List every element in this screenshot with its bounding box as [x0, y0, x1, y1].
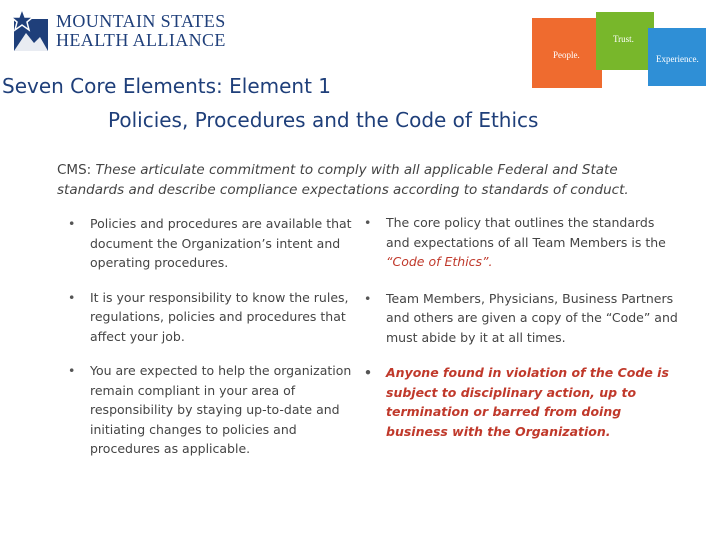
logo-line-1: MOUNTAIN STATES: [56, 11, 226, 31]
brand-square-trust: [596, 12, 654, 70]
code-of-ethics-highlight: “Code of Ethics”.: [386, 254, 493, 269]
brand-square-experience: [648, 28, 706, 86]
brand-square-people: [532, 18, 602, 88]
brand-square-label: Trust.: [613, 34, 634, 44]
left-bullet-list: [66, 214, 356, 459]
list-item: • Policies and procedures are available that document the Organization’s intent and operating procedures.: [66, 214, 356, 273]
list-item: • It is your responsibility to know the rules, regulations, policies and procedures that affect your job.: [66, 288, 356, 347]
intro-paragraph: [57, 160, 677, 200]
right-bullet-list: [362, 214, 680, 441]
star-mountain-logo-icon: [10, 9, 50, 53]
logo-line-2: HEALTH ALLIANCE: [56, 30, 226, 50]
brand-square-label: People.: [553, 50, 580, 60]
slide-title: Seven Core Elements: Element 1: [2, 74, 332, 98]
logo-text: [56, 12, 226, 50]
slide-subtitle: Policies, Procedures and the Code of Ethics: [108, 108, 539, 132]
list-item: [362, 213, 680, 272]
logo: [10, 8, 226, 54]
list-item-warning: • Anyone found in violation of the Code is subject to disciplinary action, up to termination or barred from doing business with the Organization.: [362, 363, 680, 441]
list-item: • Team Members, Physicians, Business Partners and others are given a copy of the “Code” and must abide by it at all times.: [362, 289, 680, 348]
list-item-text: The core policy that outlines the standards and expectations of all Team Members is the: [386, 215, 666, 250]
list-item: • You are expected to help the organization remain compliant in your area of responsibility by staying up-to-date and initiating changes to policies and procedures as applicable.: [66, 361, 356, 459]
intro-lead: CMS:: [57, 162, 96, 178]
intro-text: These articulate commitment to comply with all applicable Federal and State standards and describe compliance expectations according to standards of conduct.: [57, 162, 629, 198]
brand-square-label: Experience.: [656, 54, 699, 64]
